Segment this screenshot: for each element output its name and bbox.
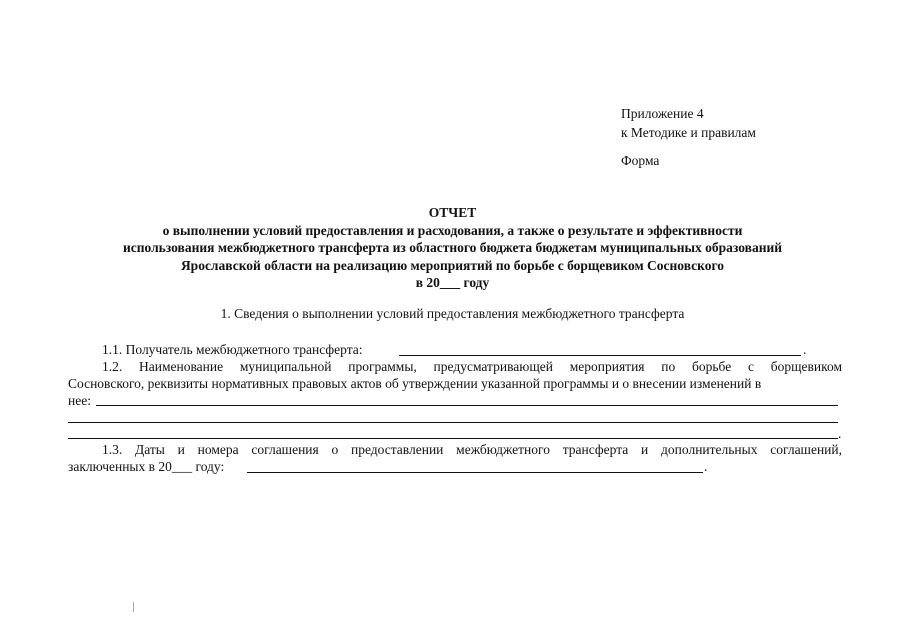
item-1-2-fill-line-1[interactable] [96, 405, 838, 406]
item-1-3-fill-line[interactable] [247, 472, 703, 473]
item-1-3-period: . [704, 459, 708, 474]
item-1-2-fill-line-2[interactable] [68, 422, 838, 423]
form-label: Форма [621, 153, 660, 168]
item-1-2-period: . [838, 426, 842, 441]
appendix-number: Приложение 4 [621, 106, 704, 121]
item-1-3-line-2: заключенных в 20___ году: [68, 459, 225, 474]
item-1-1-period: . [803, 342, 807, 357]
item-1-2-line-3: нее: [68, 393, 91, 408]
report-year: в 20___ году [415, 275, 490, 290]
scan-mark [133, 602, 134, 612]
report-title: ОТЧЕТ [428, 205, 477, 220]
item-1-3-line-1: 1.3. Даты и номера соглашения о предоставлении межбюджетного трансферта и дополнительных соглашений, [102, 442, 842, 457]
appendix-reference: к Методике и правилам [621, 125, 756, 140]
item-1-2-line-2: Сосновского, реквизиты нормативных правовых актов об утверждении указанной программы и о внесении изменений в [68, 376, 762, 391]
section-1-heading: 1. Сведения о выполнении условий предоставления межбюджетного трансферта [220, 306, 685, 321]
report-subtitle-line-2: использования межбюджетного трансферта из областного бюджета бюджетам муниципальных образований [122, 240, 783, 255]
item-1-1-fill-line[interactable] [399, 355, 801, 356]
item-1-2-line-1: 1.2. Наименование муниципальной программы, предусматривающей мероприятия по борьбе с борщевиком [102, 359, 842, 374]
report-subtitle-line-1: о выполнении условий предоставления и расходования, а также о результате и эффективности [162, 223, 743, 238]
appendix-label [621, 104, 756, 142]
report-subtitle-line-3: Ярославской области на реализацию мероприятий по борьбе с борщевиком Сосновского [180, 258, 725, 273]
item-1-2-fill-line-3[interactable] [68, 438, 838, 439]
item-1-1-label: 1.1. Получатель межбюджетного трансферта: [102, 342, 363, 357]
